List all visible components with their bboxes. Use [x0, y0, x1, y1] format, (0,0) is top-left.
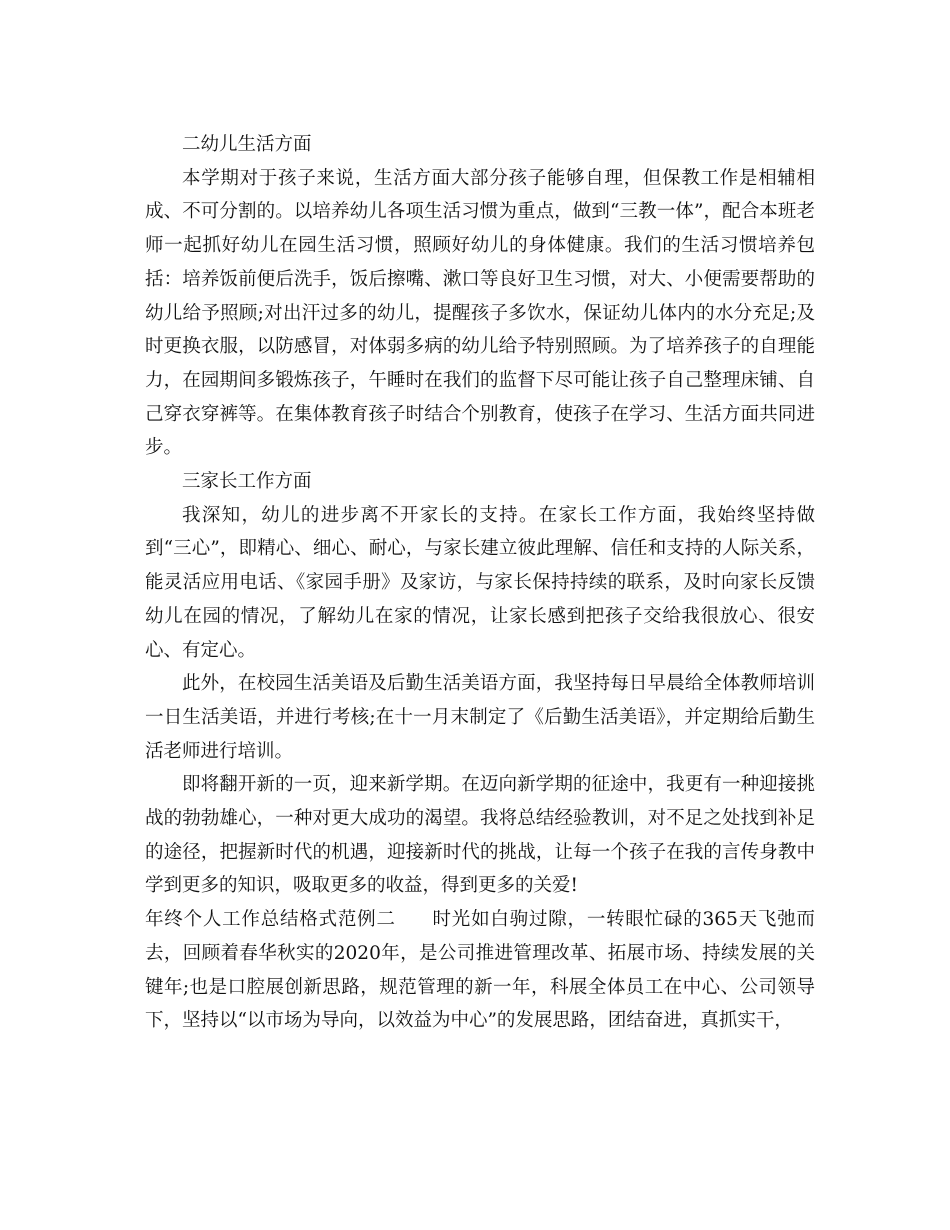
example-two-title: 年终个人工作总结格式范例二 [145, 909, 396, 931]
paragraph-closing: 即将翻开新的一页，迎来新学期。在迈向新学期的征途中，我更有一种迎接挑战的勃勃雄心，一种对更大成功的渴望。我将总结经验教训，对不足之处找到补足的途径，把握新时代的机遇，迎接新时代的挑战，让每一个孩子在我的言传身教中学到更多的知识，吸取更多的收益，得到更多的关爱! [145, 774, 815, 897]
paragraph-etiquette: 此外，在校园生活美语及后勤生活美语方面，我坚持每日早晨给全体教师培训一日生活美语，并进行考核;在十一月末制定了《后勤生活美语》，并定期给后勤生活老师进行培训。 [145, 673, 815, 762]
section-heading-life: 二幼儿生活方面 [182, 134, 312, 155]
paragraph-parents: 我深知，幼儿的进步离不开家长的支持。在家长工作方面，我始终坚持做到“三心”，即精心、细心、耐心，与家长建立彼此理解、信任和支持的人际关系，能灵活应用电话、《家园手册》及家访，与家长保持持续的联系，及时向家长反馈幼儿在园的情况，了解幼儿在家的情况，让家长感到把孩子交给我很放心、很安心、有定心。 [145, 504, 815, 661]
example-two-paragraph: 时光如白驹过隙，一转眼忙碌的365天飞弛而去，回顾着春华秋实的2020年，是公司推进管理改革、拓展市场、持续发展的关键年;也是口腔展创新思路，规范管理的新一年，科展全体员工在中心、公司领导下，坚持以“以市场为导向，以效益为中心”的发展思路，团结奋进，真抓实干， [145, 909, 815, 1032]
paragraph-life: 本学期对于孩子来说，生活方面大部分孩子能够自理，但保教工作是相辅相成、不可分割的。以培养幼儿各项生活习惯为重点，做到“三教一体”，配合本班老师一起抓好幼儿在园生活习惯，照顾好幼儿的身体健康。我们的生活习惯培养包括：培养饭前便后洗手，饭后擦嘴、漱口等良好卫生习惯，对大、小便需要帮助的幼儿给予照顾;对出汗过多的幼儿，提醒孩子多饮水，保证幼儿体内的水分充足;及时更换衣服，以防感冒，对体弱多病的幼儿给予特别照顾。为了培养孩子的自理能力，在园期间多锻炼孩子，午睡时在我们的监督下尽可能让孩子自己整理床铺、自己穿衣穿裤等。在集体教育孩子时结合个别教育，使孩子在学习、生活方面共同进步。 [145, 167, 815, 459]
document-page [145, 128, 815, 1038]
example-two-block [145, 903, 815, 1038]
section-heading-parents: 三家长工作方面 [182, 471, 312, 493]
